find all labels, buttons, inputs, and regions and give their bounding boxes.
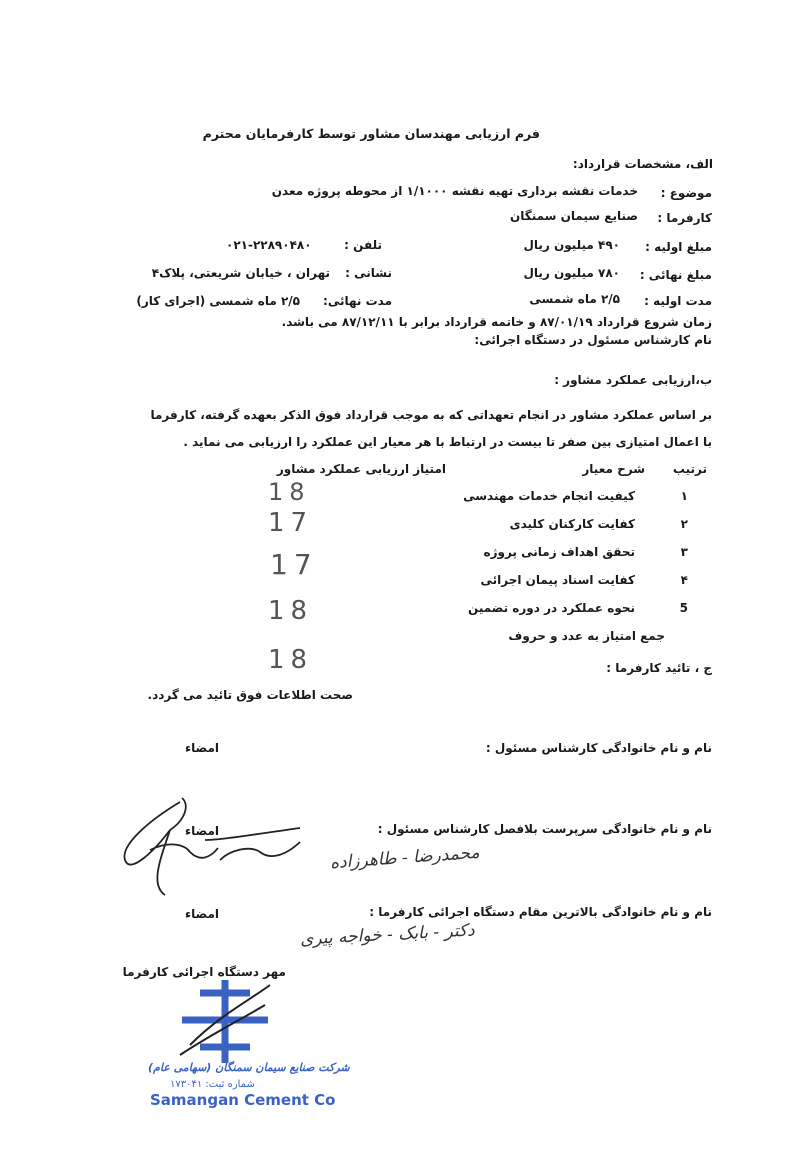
row-score: 17 xyxy=(270,548,318,581)
final-duration-value: ۲/۵ ماه شمسی (اجرای کار) xyxy=(136,294,300,308)
row-criterion: کفایت اسناد پیمان اجرائی xyxy=(480,573,635,587)
row-criterion: نحوه عملکرد در دوره تضمین xyxy=(468,601,635,615)
head-handwritten-name: دکتر - بابک - خواجه پیری xyxy=(299,920,476,950)
row-score: 18 xyxy=(268,478,311,506)
col-criterion-header: شرح معیار xyxy=(582,462,645,476)
intro-line-1: بر اساس عملکرد مشاور در انجام تعهداتی که به موجب قرارداد فوق الذکر بعهده گرفته، کارفرما xyxy=(150,408,712,422)
section-a-heading: الف، مشخصات قرارداد: xyxy=(572,157,713,171)
stamp-company-en: Samangan Cement Co xyxy=(150,1091,336,1109)
head-name-label: نام و نام خانوادگی بالاترین مقام دستگاه اجرائی کارفرما : xyxy=(369,905,712,919)
row-no: ۳ xyxy=(680,545,688,559)
row-score: 18 xyxy=(268,645,314,675)
initial-duration-value: ۲/۵ ماه شمسی xyxy=(529,292,620,306)
row-criterion: کفایت کارکنان کلیدی xyxy=(509,517,635,531)
expert-sign-label: امضاء xyxy=(185,741,220,755)
supervisor-sign-label: امضاء xyxy=(185,824,220,838)
row-no: 5 xyxy=(679,601,688,615)
stamp-registration: شماره ثبت: ۱۷۳۰۴۱ xyxy=(170,1079,255,1090)
address-label: نشانی : xyxy=(345,266,392,280)
confirmation-text: صحت اطلاعات فوق تائید می گردد. xyxy=(147,688,353,702)
row-no: ۱ xyxy=(680,489,688,503)
initial-amount-label: مبلغ اولیه : xyxy=(645,240,712,254)
initial-duration-label: مدت اولیه : xyxy=(644,294,712,308)
phone-value: ۰۲۱-۲۲۸۹۰۴۸۰ xyxy=(226,238,312,252)
row-no: ۲ xyxy=(680,517,688,531)
row-criterion: کیفیت انجام خدمات مهندسی xyxy=(463,489,635,503)
supervisor-name-label: نام و نام خانوادگی سرپرست بلافصل کارشناس مسئول : xyxy=(377,822,712,836)
final-duration-label: مدت نهائی: xyxy=(323,294,392,308)
stamp-company-fa: شرکت صنایع سیمان سمنگان (سهامی عام) xyxy=(148,1061,350,1074)
contract-dates: زمان شروع قرارداد ۸۷/۰۱/۱۹ و خاتمه قرارداد برابر با ۸۷/۱۲/۱۱ می باشد. xyxy=(281,315,712,329)
row-no: ۴ xyxy=(680,573,688,587)
row-score: 17 xyxy=(268,508,314,538)
total-score-label: جمع امتیاز به عدد و حروف xyxy=(508,629,665,643)
section-c-heading: ج ، تائید کارفرما : xyxy=(606,661,712,675)
cement-logo-icon xyxy=(170,975,280,1070)
subject-value: خدمات نقشه برداری تهیه نقشه ۱/۱۰۰۰ از محوطه پروژه معدن xyxy=(271,184,638,198)
section-b-heading: ب،ارزیابی عملکرد مشاور : xyxy=(554,373,712,387)
subject-label: موضوع : xyxy=(660,186,712,200)
intro-line-2: با اعمال امتیازی بین صفر تا بیست در ارتباط با هر معیار این عملکرد را ارزیابی می نماید . xyxy=(183,435,712,449)
col-rank-header: ترتیب xyxy=(672,462,707,476)
phone-label: تلفن : xyxy=(344,238,382,252)
supervisor-handwritten-name: محمدرضا - طاهرزاده xyxy=(329,842,481,874)
head-sign-label: امضاء xyxy=(185,907,220,921)
responsible-expert-line: نام کارشناس مسئول در دستگاه اجرائی: xyxy=(474,333,712,347)
expert-name-label: نام و نام خانوادگی کارشناس مسئول : xyxy=(485,741,712,755)
employer-label: کارفرما : xyxy=(657,211,712,225)
address-value: تهران ، خیابان شریعتی، پلاک۴ xyxy=(151,266,330,280)
signature-scribble xyxy=(110,790,320,900)
row-criterion: تحقق اهداف زمانی پروژه xyxy=(483,545,635,559)
final-amount-value: ۷۸۰ میلیون ریال xyxy=(523,266,620,280)
page-title: فرم ارزیابی مهندسان مشاور توسط کارفرمایان محترم xyxy=(202,126,540,141)
row-score: 18 xyxy=(268,596,314,626)
stamp-label: مهر دستگاه اجرائی کارفرما xyxy=(122,965,286,979)
employer-value: صنایع سیمان سمنگان xyxy=(509,209,638,223)
initial-amount-value: ۴۹۰ میلیون ریال xyxy=(523,238,620,252)
final-amount-label: مبلغ نهائی : xyxy=(639,268,712,282)
col-score-header: امتیاز ارزیابی عملکرد مشاور xyxy=(276,462,446,476)
